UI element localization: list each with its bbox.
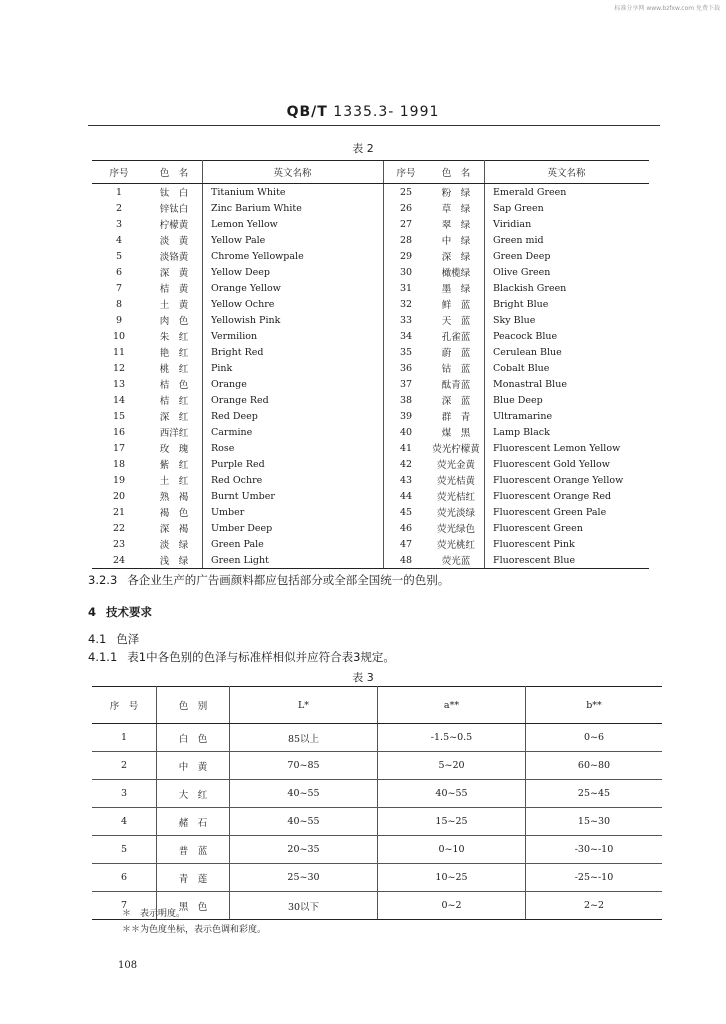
table-cell: 6 [92, 864, 157, 892]
table-cell: Orange Red [211, 394, 269, 406]
table-cell: 酞青蓝 [428, 376, 485, 392]
table-cell: 33 [384, 312, 429, 328]
table-cell: 煤 黑 [428, 424, 485, 440]
table-cell: Lemon Yellow [211, 218, 278, 230]
table-cell: 玫 瑰 [146, 440, 203, 456]
table-cell: 9 [115, 314, 123, 326]
table-cell: 44 [384, 488, 429, 504]
table-cell: 39 [384, 408, 429, 424]
table-cell: 34 [384, 328, 429, 344]
table-cell: 青 莲 [157, 864, 230, 892]
table-cell: -30~-10 [526, 836, 663, 864]
table-cell: -25~-10 [526, 864, 663, 892]
table-row [92, 808, 662, 836]
table-cell: 8 [115, 298, 123, 310]
table-cell: 艳 红 [146, 344, 203, 360]
table-cell: 36 [384, 360, 429, 376]
table-row [92, 408, 649, 424]
table-cell: 土 黄 [146, 296, 203, 312]
table-cell: 中 黄 [157, 752, 230, 780]
clause-number: 3.2.3 [88, 573, 118, 587]
table-cell: Rose [211, 442, 235, 454]
table-row [92, 312, 649, 328]
table-cell: 14 [112, 394, 126, 406]
table-cell: 25~30 [230, 864, 378, 892]
table-cell: 桔 红 [146, 392, 203, 408]
table-row [92, 536, 649, 552]
standard-code: QB/T [286, 104, 328, 120]
table-cell: 40~55 [378, 780, 526, 808]
table-cell: 24 [92, 552, 146, 569]
table-cell: 48 [384, 552, 429, 569]
table-cell: 45 [384, 504, 429, 520]
table-cell: 浅 绿 [146, 552, 203, 569]
table-cell: 30以下 [230, 892, 378, 920]
table-cell: 橄榄绿 [428, 264, 485, 280]
table2-header-cell: 色 名 [428, 161, 485, 184]
table-cell: 2 [92, 752, 157, 780]
table-row [92, 724, 662, 752]
table-cell: Carmine [211, 426, 253, 438]
table-cell: 白 色 [157, 724, 230, 752]
table-cell: 钴 蓝 [428, 360, 485, 376]
table-cell: 46 [384, 520, 429, 536]
table-cell: 16 [112, 426, 126, 438]
table-cell: 7 [115, 282, 123, 294]
table-cell: 熟 褐 [146, 488, 203, 504]
table-row [92, 184, 649, 201]
section-4-heading [88, 604, 152, 620]
table-row [92, 780, 662, 808]
table-cell: Peacock Blue [493, 330, 558, 342]
watermark: 标准分享网 www.bzfxw.com 免费下载 [614, 5, 720, 12]
table3-header-cell: L* [230, 687, 378, 724]
table-cell: Fluorescent Lemon Yellow [493, 442, 621, 454]
table-cell: 淡 黄 [146, 232, 203, 248]
table-cell: 桃 红 [146, 360, 203, 376]
table-cell: 淡铬黄 [146, 248, 203, 264]
table3-header-cell: 序 号 [92, 687, 157, 724]
table-cell: 37 [384, 376, 429, 392]
table-cell: 4 [92, 808, 157, 836]
table-cell: 43 [384, 472, 429, 488]
table-cell: 淡 绿 [146, 536, 203, 552]
table2-header-row [92, 161, 649, 184]
table-cell: 荧光柠檬黄 [428, 440, 485, 456]
table-cell: 5 [92, 836, 157, 864]
table-cell: 25~45 [526, 780, 663, 808]
table-cell: Lamp Black [493, 426, 550, 438]
table-cell: Cobalt Blue [493, 362, 550, 374]
table-cell: Red Deep [211, 410, 258, 422]
table-cell: Orange [211, 378, 247, 390]
table-cell: 5~20 [378, 752, 526, 780]
table-cell: Umber [211, 506, 245, 518]
table-row [92, 552, 649, 569]
header-rule [88, 125, 660, 126]
table-cell: 20~35 [230, 836, 378, 864]
table-cell: Cerulean Blue [493, 346, 562, 358]
table3-header-cell: a** [378, 687, 526, 724]
table-cell: Vermilion [211, 330, 258, 342]
table3-header-row [92, 687, 662, 724]
table-cell: Fluorescent Orange Yellow [493, 474, 624, 486]
section-title: 技术要求 [106, 605, 153, 619]
page-number: 108 [118, 960, 138, 971]
table-row [92, 344, 649, 360]
table-row [92, 752, 662, 780]
clause-text: 各企业生产的广告画颜料都应包括部分或全部全国统一的色别。 [127, 573, 450, 587]
table-cell: 翠 绿 [428, 216, 485, 232]
clause-number: 4.1.1 [88, 650, 118, 664]
table-cell: 3 [92, 780, 157, 808]
table-cell: 桔 黄 [146, 280, 203, 296]
table-cell: Yellow Pale [211, 234, 266, 246]
table-cell: 10 [112, 330, 126, 342]
table-cell: 群 青 [428, 408, 485, 424]
table-cell: 黑 色 [157, 892, 230, 920]
table-cell: 15 [112, 410, 126, 422]
table-cell: 30 [384, 264, 429, 280]
table-row [92, 248, 649, 264]
table-cell: 大 红 [157, 780, 230, 808]
table-cell: Monastral Blue [493, 378, 567, 390]
table-cell: Fluorescent Orange Red [493, 490, 612, 502]
table-row [92, 200, 649, 216]
table-cell: 锌钛白 [146, 200, 203, 216]
table-row [92, 296, 649, 312]
table-row [92, 280, 649, 296]
table-cell: 荧光绿色 [428, 520, 485, 536]
table-row [92, 440, 649, 456]
table-row [92, 264, 649, 280]
table-cell: 15~30 [526, 808, 663, 836]
table-row [92, 424, 649, 440]
table-cell: 47 [384, 536, 429, 552]
table-cell: 中 绿 [428, 232, 485, 248]
table-cell: 荧光桔红 [428, 488, 485, 504]
table-cell: Blackish Green [493, 282, 567, 294]
table-cell: 草 绿 [428, 200, 485, 216]
table-cell: 26 [384, 200, 429, 216]
table-cell: 28 [384, 232, 429, 248]
table-3 [92, 686, 662, 920]
table-2 [92, 160, 649, 569]
table-cell: Ultramarine [493, 410, 553, 422]
table-cell: 0~10 [378, 836, 526, 864]
table-cell: Fluorescent Green Pale [493, 506, 607, 518]
table2-header-cell: 序号 [384, 161, 429, 184]
table-cell: -1.5~0.5 [378, 724, 526, 752]
table-cell: 29 [384, 248, 429, 264]
table-row [92, 488, 649, 504]
table2-header-cell: 序号 [92, 161, 146, 184]
table-cell: Green mid [493, 234, 544, 246]
table-cell: 42 [384, 456, 429, 472]
note-l-star: ＊ 表示明度。 [122, 909, 186, 919]
table-cell: 5 [115, 250, 123, 262]
section-number: 4 [88, 605, 97, 619]
table-cell: Purple Red [211, 458, 265, 470]
table-row [92, 232, 649, 248]
note-ab-star: ＊＊为色度坐标，表示色调和彩度。 [122, 925, 267, 935]
table-row [92, 520, 649, 536]
table-cell: 38 [384, 392, 429, 408]
table-cell: Sky Blue [493, 314, 536, 326]
table-cell: Green Pale [211, 538, 264, 550]
table-cell: Viridian [493, 218, 532, 230]
table-cell: 深 绿 [428, 248, 485, 264]
clause-title: 色泽 [116, 632, 140, 646]
table-cell: 31 [384, 280, 429, 296]
table-cell: 32 [384, 296, 429, 312]
table-cell: 7 [92, 892, 157, 920]
table-cell: 赭 石 [157, 808, 230, 836]
table-row [92, 376, 649, 392]
table-cell: 深 褐 [146, 520, 203, 536]
table2-caption: 表 2 [352, 142, 374, 155]
table-cell: 朱 红 [146, 328, 203, 344]
clause-4-1-1 [88, 649, 395, 665]
table-cell: Umber Deep [211, 522, 273, 534]
clause-text: 表1中各色别的色泽与标准样相似并应符合表3规定。 [127, 650, 395, 664]
table-cell: 土 红 [146, 472, 203, 488]
table-cell: 孔雀蓝 [428, 328, 485, 344]
table-cell: 天 蓝 [428, 312, 485, 328]
table-cell: 15~25 [378, 808, 526, 836]
table-cell: 荧光桔黄 [428, 472, 485, 488]
table-cell: Pink [211, 362, 233, 374]
table-cell: Blue Deep [493, 394, 543, 406]
table-cell: 鲜 蓝 [428, 296, 485, 312]
table-cell: 27 [384, 216, 429, 232]
table-cell: 18 [112, 458, 126, 470]
table-cell: 25 [384, 184, 429, 201]
table-cell: 41 [384, 440, 429, 456]
standard-header [0, 104, 726, 120]
table-row [92, 216, 649, 232]
table3-header-cell: 色 别 [157, 687, 230, 724]
table-cell: Zinc Barium White [211, 202, 302, 214]
table-cell: 2~2 [526, 892, 663, 920]
table-cell: 22 [112, 522, 126, 534]
table2-header-cell: 英文名称 [485, 161, 650, 184]
table-cell: 0~2 [378, 892, 526, 920]
table-cell: Chrome Yellowpale [211, 250, 304, 262]
table-row [92, 472, 649, 488]
table-cell: 深 蓝 [428, 392, 485, 408]
table-row [92, 392, 649, 408]
table-cell: 荧光金黄 [428, 456, 485, 472]
table-cell: 0~6 [526, 724, 663, 752]
table-cell: 深 红 [146, 408, 203, 424]
table-cell: Yellow Ochre [211, 298, 275, 310]
table-row [92, 328, 649, 344]
table-cell: 褐 色 [146, 504, 203, 520]
table-cell: Green Deep [493, 250, 551, 262]
table-cell: Burnt Umber [211, 490, 275, 502]
table-cell: Orange Yellow [211, 282, 281, 294]
table-row [92, 836, 662, 864]
clause-4-1-heading [88, 631, 139, 647]
standard-number: 1335.3- 1991 [333, 104, 440, 120]
table-cell: 35 [384, 344, 429, 360]
table-cell: Bright Blue [493, 298, 549, 310]
table-cell: 10~25 [378, 864, 526, 892]
table-cell: 蔚 蓝 [428, 344, 485, 360]
table-cell: 钛 白 [146, 184, 203, 201]
table-cell: 荧光蓝 [428, 552, 485, 569]
table-cell: 60~80 [526, 752, 663, 780]
table-cell: 85以上 [230, 724, 378, 752]
table-cell: 6 [115, 266, 123, 278]
table-cell: Fluorescent Blue [485, 552, 650, 569]
table-row [92, 360, 649, 376]
table-cell: Bright Red [211, 346, 264, 358]
clause-3-2-3 [88, 572, 449, 588]
clause-number: 4.1 [88, 632, 107, 646]
table-row [92, 864, 662, 892]
table-cell: 12 [112, 362, 126, 374]
table-cell: 40~55 [230, 780, 378, 808]
table-cell: 21 [112, 506, 126, 518]
table-row [92, 456, 649, 472]
table-cell: Green Light [203, 552, 384, 569]
table2-header-cell: 英文名称 [203, 161, 384, 184]
table-cell: Emerald Green [493, 186, 567, 198]
table-cell: 紫 红 [146, 456, 203, 472]
table-cell: 西洋红 [146, 424, 203, 440]
table-cell: 1 [92, 724, 157, 752]
table-cell: 荧光桃红 [428, 536, 485, 552]
table-cell: Titanium White [211, 186, 286, 198]
table-cell: 3 [115, 218, 123, 230]
table-cell: Fluorescent Pink [493, 538, 575, 550]
table-cell: 荧光淡绿 [428, 504, 485, 520]
table3-caption: 表 3 [352, 671, 374, 684]
table2-header-cell: 色 名 [146, 161, 203, 184]
table-cell: 墨 绿 [428, 280, 485, 296]
table-cell: 19 [112, 474, 126, 486]
table-cell: 23 [112, 538, 126, 550]
table-cell: 70~85 [230, 752, 378, 780]
table-cell: Sap Green [493, 202, 544, 214]
table-cell: 肉 色 [146, 312, 203, 328]
table-cell: Olive Green [493, 266, 551, 278]
table-cell: Fluorescent Green [493, 522, 583, 534]
table-cell: 17 [112, 442, 126, 454]
table-cell: 柠檬黄 [146, 216, 203, 232]
table-cell: 深 黄 [146, 264, 203, 280]
table-cell: 桔 色 [146, 376, 203, 392]
table-cell: 粉 绿 [428, 184, 485, 201]
table-cell: 1 [115, 186, 123, 198]
table-cell: 40~55 [230, 808, 378, 836]
table-cell: Red Ochre [211, 474, 263, 486]
table-cell: 13 [112, 378, 126, 390]
table-cell: 11 [112, 346, 126, 358]
table-cell: 2 [115, 202, 123, 214]
table-cell: Yellow Deep [211, 266, 270, 278]
table-cell: Fluorescent Gold Yellow [493, 458, 610, 470]
table-cell: 20 [112, 490, 126, 502]
table-cell: 普 蓝 [157, 836, 230, 864]
table-cell: Yellowish Pink [211, 314, 281, 326]
table-row [92, 504, 649, 520]
table3-header-cell: b** [526, 687, 663, 724]
table-cell: 40 [384, 424, 429, 440]
table-cell: 4 [115, 234, 123, 246]
